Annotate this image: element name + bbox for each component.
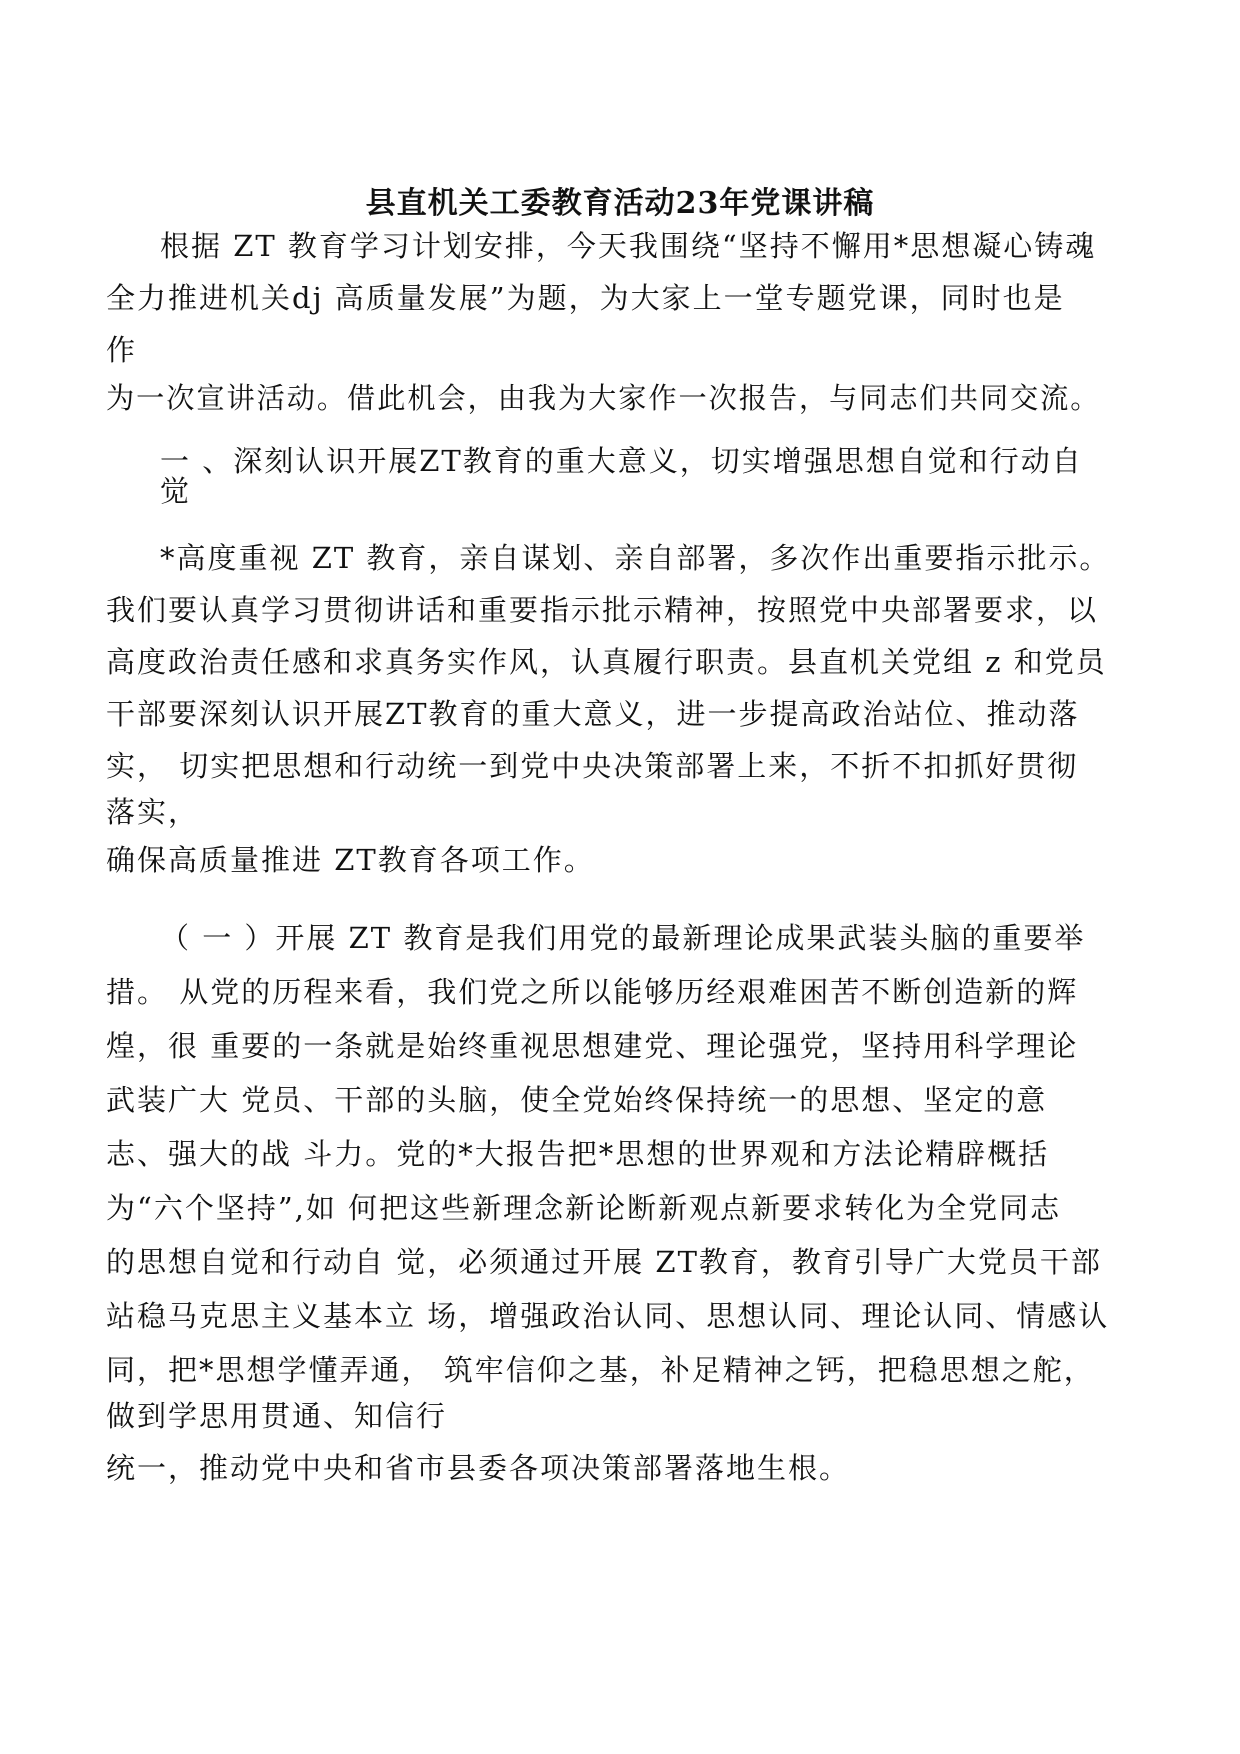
paragraph-line: 我们要认真学习贯彻讲话和重要指示批示精神，按照党中央部署要求，以 xyxy=(106,593,1099,627)
intro-line: 为一次宣讲活动。借此机会，由我为大家作一次报告，与同志们共同交流。 xyxy=(106,381,1101,415)
paragraph-line: 高度政治责任感和求真务实作风，认真履行职责。县直机关党组 z 和党员 xyxy=(106,645,1107,679)
paragraph-line: 干部要深刻认识开展ZT教育的重大意义，进一步提高政治站位、推动落 xyxy=(106,697,1080,731)
paragraph-line: 落实， xyxy=(106,795,200,829)
intro-line: 作 xyxy=(106,333,138,367)
subsection-line: 武装广大 党员、干部的头脑，使全党始终保持统一的思想、坚定的意 xyxy=(106,1083,1048,1117)
subsection-line: 煌，很 重要的一条就是始终重视思想建党、理论强党，坚持用科学理论 xyxy=(106,1029,1079,1063)
subsection-line: 的思想自觉和行动自 觉，必须通过开展 ZT教育，教育引导广大党员干部 xyxy=(106,1245,1102,1279)
intro-line: 全力推进机关dj 高质量发展”为题，为大家上一堂专题党课，同时也是 xyxy=(106,281,1065,315)
subsection-line: 措。 从党的历程来看，我们党之所以能够历经艰难困苦不断创造新的辉 xyxy=(106,975,1079,1009)
subsection-line: 为“六个坚持”,如 何把这些新理念新论断新观点新要求转化为全党同志 xyxy=(106,1191,1062,1225)
subsection-line: 同，把*思想学懂弄通， 筑牢信仰之基，补足精神之钙，把稳思想之舵， xyxy=(106,1353,1095,1387)
subsection-line: 统一，推动党中央和省市县委各项决策部署落地生根。 xyxy=(106,1451,851,1485)
paragraph-line: 实， 切实把思想和行动统一到党中央决策部署上来，不折不扣抓好贯彻 xyxy=(106,749,1079,783)
subsection-line: 站稳马克思主义基本立 场，增强政治认同、思想认同、理论认同、情感认 xyxy=(106,1299,1110,1333)
intro-line: 根据 ZT 教育学习计划安排，今天我围绕“坚持不懈用*思想凝心铸魂 xyxy=(160,229,1097,263)
paragraph-line: *高度重视 ZT 教育，亲自谋划、亲自部署，多次作出重要指示批示。 xyxy=(160,541,1111,575)
subsection-line: 志、强大的战 斗力。党的*大报告把*思想的世界观和方法论精辟概括 xyxy=(106,1137,1050,1171)
document-title: 县直机关工委教育活动23年党课讲稿 xyxy=(365,186,875,221)
paragraph-line: 确保高质量推进 ZT教育各项工作。 xyxy=(106,843,595,877)
section-heading: 觉 xyxy=(160,474,192,508)
subsection-line: 做到学思用贯通、知信行 xyxy=(106,1399,448,1433)
section-heading: 一 、深刻认识开展ZT教育的重大意义，切实增强思想自觉和行动自 xyxy=(160,444,1083,478)
subsection-line: （ 一 ）开展 ZT 教育是我们用党的最新理论成果武装头脑的重要举 xyxy=(160,921,1086,955)
